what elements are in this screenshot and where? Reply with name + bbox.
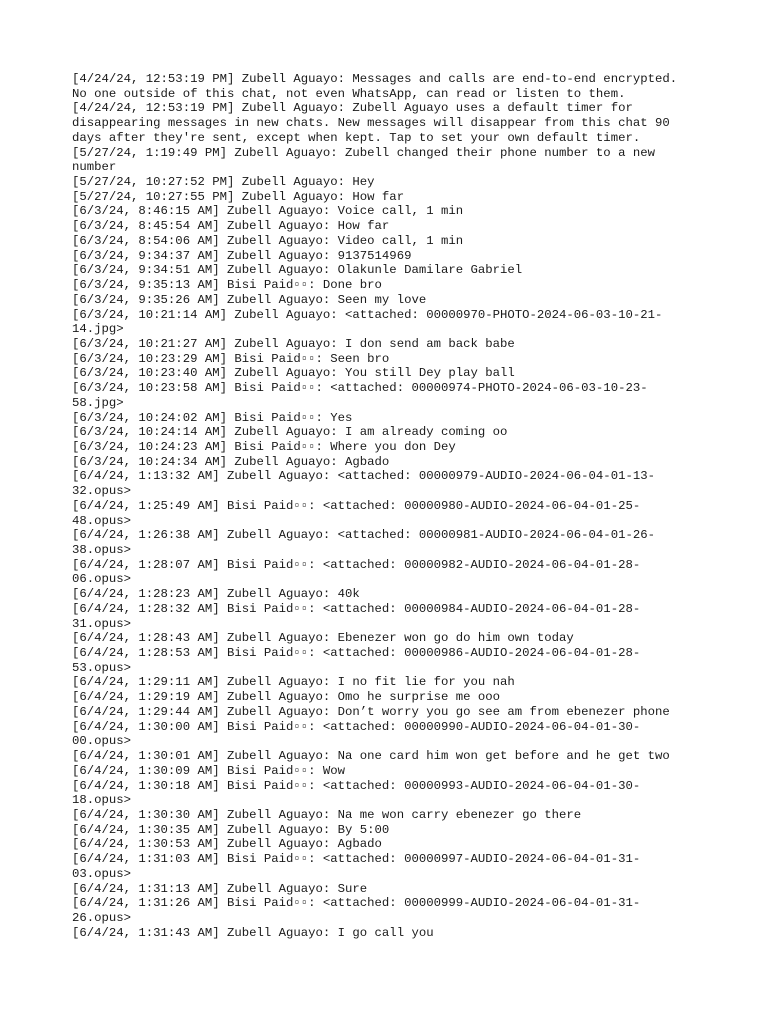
transcript-line: days after they're sent, except when kept. Tap to set your own default timer. [72,130,641,145]
transcript-line: [6/4/24, 1:26:38 AM] Zubell Aguayo: <attached: 00000981-AUDIO-2024-06-04-01-26- [72,528,655,543]
transcript-line: [6/4/24, 1:28:23 AM] Zubell Aguayo: 40k [72,587,360,602]
transcript-line: [6/4/24, 1:30:35 AM] Zubell Aguayo: By 5:00 [72,822,390,837]
transcript-line: [6/3/24, 8:45:54 AM] Zubell Aguayo: How far [72,219,390,234]
transcript-line: [6/4/24, 1:31:03 AM] Bisi Paid▫▫: <attached: 00000997-AUDIO-2024-06-04-01-31- [72,852,641,867]
transcript-line: [5/27/24, 10:27:55 PM] Zubell Aguayo: How far [72,189,405,204]
transcript-line: [6/4/24, 1:28:43 AM] Zubell Aguayo: Ebenezer won go do him own today [72,631,574,646]
transcript-line: [5/27/24, 10:27:52 PM] Zubell Aguayo: Hey [72,175,375,190]
transcript-line: [6/4/24, 1:30:30 AM] Zubell Aguayo: Na me won carry ebenezer go there [72,807,582,822]
transcript-line: 18.opus> [72,793,132,808]
transcript-line: number [72,160,117,175]
transcript-line: [6/4/24, 1:28:53 AM] Bisi Paid▫▫: <attached: 00000986-AUDIO-2024-06-04-01-28- [72,646,641,661]
transcript-line: [6/4/24, 1:30:09 AM] Bisi Paid▫▫: Wow [72,763,346,778]
transcript-line: [6/4/24, 1:30:00 AM] Bisi Paid▫▫: <attached: 00000990-AUDIO-2024-06-04-01-30- [72,719,641,734]
transcript-line: 31.opus> [72,616,132,631]
transcript-line: [6/3/24, 8:54:06 AM] Zubell Aguayo: Video call, 1 min [72,233,464,248]
transcript-line: [6/3/24, 10:23:29 AM] Bisi Paid▫▫: Seen bro [72,351,390,366]
transcript-line: [6/4/24, 1:28:32 AM] Bisi Paid▫▫: <attached: 00000984-AUDIO-2024-06-04-01-28- [72,601,641,616]
transcript-line: [6/3/24, 10:24:23 AM] Bisi Paid▫▫: Where you don Dey [72,439,456,454]
transcript-line: [6/3/24, 10:24:14 AM] Zubell Aguayo: I am already coming oo [72,425,508,440]
transcript-line: 53.opus> [72,660,132,675]
transcript-line: 03.opus> [72,866,132,881]
transcript-line: [6/3/24, 9:34:37 AM] Zubell Aguayo: 9137514969 [72,248,412,263]
transcript-line: 14.jpg> [72,322,124,337]
transcript-line: [6/3/24, 10:23:40 AM] Zubell Aguayo: You still Dey play ball [72,366,515,381]
transcript-line: [6/3/24, 10:24:02 AM] Bisi Paid▫▫: Yes [72,410,353,425]
transcript-line: 32.opus> [72,484,132,499]
transcript-line: [6/3/24, 9:34:51 AM] Zubell Aguayo: Olakunle Damilare Gabriel [72,263,523,278]
transcript-line: disappearing messages in new chats. New messages will disappear from this chat 90 [72,116,670,131]
transcript-line: [6/3/24, 9:35:26 AM] Zubell Aguayo: Seen my love [72,292,427,307]
transcript-line: No one outside of this chat, not even WhatsApp, can read or listen to them. [72,86,626,101]
transcript-line: [6/4/24, 1:31:43 AM] Zubell Aguayo: I go call you [72,925,434,940]
transcript-line: [6/3/24, 8:46:15 AM] Zubell Aguayo: Voice call, 1 min [72,204,464,219]
transcript-line: [6/4/24, 1:25:49 AM] Bisi Paid▫▫: <attached: 00000980-AUDIO-2024-06-04-01-25- [72,498,641,513]
transcript-line: [6/4/24, 1:28:07 AM] Bisi Paid▫▫: <attached: 00000982-AUDIO-2024-06-04-01-28- [72,557,641,572]
transcript-line: 26.opus> [72,910,132,925]
transcript-line: [6/4/24, 1:29:11 AM] Zubell Aguayo: I no fit lie for you nah [72,675,515,690]
transcript-line: [6/3/24, 10:24:34 AM] Zubell Aguayo: Agbado [72,454,390,469]
transcript-line: [6/3/24, 10:23:58 AM] Bisi Paid▫▫: <attached: 00000974-PHOTO-2024-06-03-10-23- [72,381,648,396]
transcript-line: [6/3/24, 10:21:14 AM] Zubell Aguayo: <attached: 00000970-PHOTO-2024-06-03-10-21- [72,307,663,322]
transcript-line: [6/3/24, 10:21:27 AM] Zubell Aguayo: I don send am back babe [72,336,515,351]
transcript-line: 58.jpg> [72,395,124,410]
transcript-line: [5/27/24, 1:19:49 PM] Zubell Aguayo: Zubell changed their phone number to a new [72,145,655,160]
transcript-line: 00.opus> [72,734,132,749]
transcript-line: [6/4/24, 1:30:01 AM] Zubell Aguayo: Na one card him won get before and he get two [72,749,670,764]
transcript-line: [4/24/24, 12:53:19 PM] Zubell Aguayo: Zubell Aguayo uses a default timer for [72,101,633,116]
transcript-line: [6/4/24, 1:13:32 AM] Zubell Aguayo: <attached: 00000979-AUDIO-2024-06-04-01-13- [72,469,655,484]
transcript-line: 48.opus> [72,513,132,528]
transcript-line: [6/4/24, 1:29:19 AM] Zubell Aguayo: Omo he surprise me ooo [72,690,501,705]
transcript-line: [4/24/24, 12:53:19 PM] Zubell Aguayo: Messages and calls are end-to-end encrypted. [72,72,678,86]
transcript-line: 06.opus> [72,572,132,587]
transcript-line: [6/4/24, 1:31:26 AM] Bisi Paid▫▫: <attached: 00000999-AUDIO-2024-06-04-01-31- [72,896,641,911]
transcript-line: [6/3/24, 9:35:13 AM] Bisi Paid▫▫: Done bro [72,278,382,293]
transcript-line: [6/4/24, 1:31:13 AM] Zubell Aguayo: Sure [72,881,368,896]
transcript-line: [6/4/24, 1:30:18 AM] Bisi Paid▫▫: <attached: 00000993-AUDIO-2024-06-04-01-30- [72,778,641,793]
transcript-line: 38.opus> [72,543,132,557]
transcript-line: [6/4/24, 1:29:44 AM] Zubell Aguayo: Don’t worry you go see am from ebenezer phone [72,704,670,719]
transcript-line: [6/4/24, 1:30:53 AM] Zubell Aguayo: Agbado [72,837,382,852]
chat-transcript [72,72,702,940]
